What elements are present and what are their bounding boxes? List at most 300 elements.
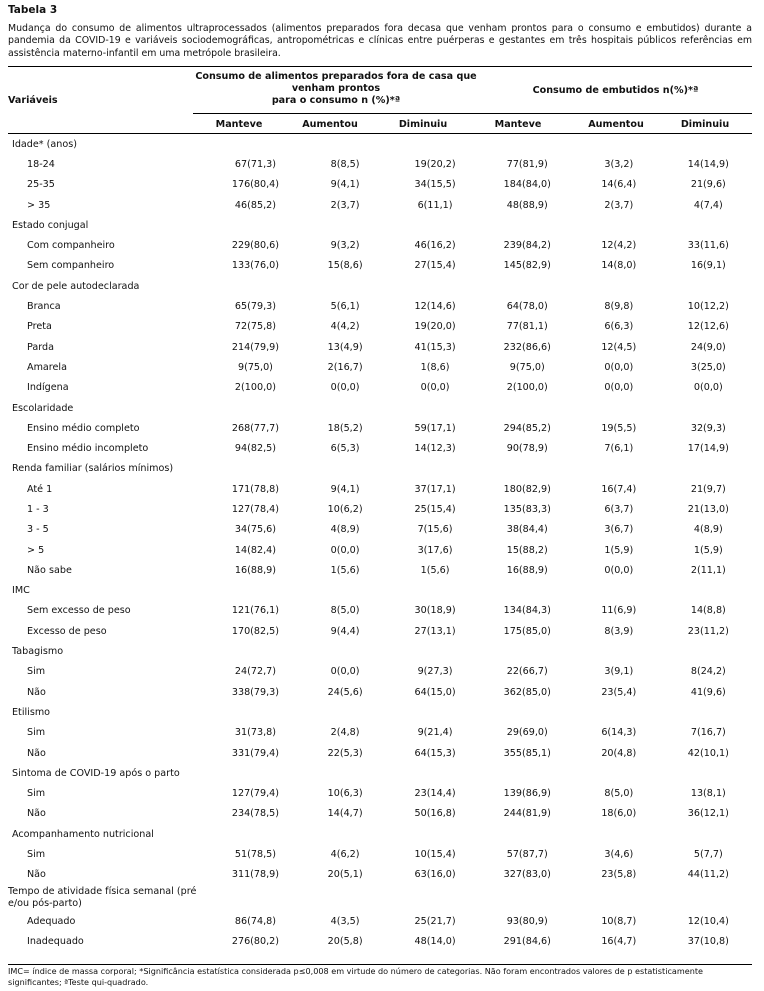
- table-cell: 72(75,8): [234, 321, 276, 333]
- table-row: [8, 337, 752, 357]
- category-label: Escolaridade: [12, 402, 74, 414]
- table-cell: 67(71,3): [234, 158, 276, 170]
- table-cell: 2(4,8): [330, 727, 360, 739]
- table-row: [8, 844, 752, 864]
- empty-cell: [573, 459, 665, 479]
- table-cell: 21(13,0): [687, 503, 729, 515]
- table-cell: 14(4,7): [327, 808, 363, 820]
- empty-cell: [209, 702, 301, 722]
- table-cell: 37(10,8): [687, 935, 729, 947]
- empty-cell: [209, 885, 301, 911]
- table-cell: 9(3,2): [330, 240, 360, 252]
- row-label: Não: [27, 808, 46, 820]
- subheader-manteve-2: Manteve: [494, 119, 542, 130]
- table-cell: 46(85,2): [234, 199, 276, 211]
- category-label: Renda familiar (salários mínimos): [12, 463, 174, 475]
- empty-cell: [482, 134, 573, 154]
- table-cell: 14(6,4): [601, 179, 637, 191]
- subheader-manteve-1: Manteve: [215, 119, 263, 130]
- empty-cell: [389, 398, 482, 418]
- empty-cell: [665, 459, 752, 479]
- empty-cell: [389, 885, 482, 911]
- category-row: [8, 702, 752, 722]
- table-cell: 4(6,2): [330, 849, 360, 861]
- table-cell: 4(7,4): [693, 199, 723, 211]
- table-cell: 46(16,2): [414, 240, 456, 252]
- empty-cell: [482, 215, 573, 235]
- row-label: Não: [27, 747, 46, 759]
- table-cell: 133(76,0): [231, 260, 280, 272]
- table-cell: 94(82,5): [234, 443, 276, 455]
- table-cell: 13(4,9): [327, 341, 363, 353]
- empty-cell: [302, 215, 389, 235]
- table-cell: 291(84,6): [503, 935, 551, 947]
- table-cell: 121(76,1): [231, 605, 280, 617]
- empty-cell: [573, 398, 665, 418]
- table-cell: 214(79,9): [231, 341, 280, 353]
- empty-cell: [573, 702, 665, 722]
- row-label: Sim: [27, 788, 46, 800]
- table-cell: 9(4,1): [330, 483, 360, 495]
- empty-cell: [482, 398, 573, 418]
- table-cell: 14(8,8): [690, 605, 726, 617]
- table-cell: 27(13,1): [414, 625, 456, 637]
- table-cell: 3(17,6): [417, 544, 453, 556]
- table-cell: 19(20,2): [414, 158, 456, 170]
- table-row: [8, 378, 752, 398]
- row-label: Ensino médio completo: [27, 422, 140, 434]
- table-cell: 59(17,1): [414, 422, 456, 434]
- table-cell: 239(84,2): [503, 240, 551, 252]
- table-cell: 34(75,6): [234, 524, 276, 536]
- table-cell: 18(5,2): [327, 422, 363, 434]
- empty-cell: [209, 581, 301, 601]
- table-cell: 12(10,4): [687, 915, 729, 927]
- empty-cell: [209, 459, 301, 479]
- row-label: Adequado: [27, 915, 76, 927]
- group2-header: Consumo de embutidos n(%)*ª: [532, 85, 699, 96]
- category-label: Estado conjugal: [12, 219, 89, 231]
- table-cell: 23(5,8): [601, 869, 637, 881]
- table-cell: 65(79,3): [234, 301, 276, 313]
- table-cell: 294(85,2): [503, 422, 551, 434]
- empty-cell: [389, 763, 482, 783]
- empty-cell: [482, 885, 573, 911]
- table-cell: 355(85,1): [503, 747, 551, 759]
- table-row: [8, 235, 752, 255]
- table-cell: 36(12,1): [687, 808, 729, 820]
- table-cell: 19(20,0): [414, 321, 456, 333]
- table-cell: 0(0,0): [330, 382, 360, 394]
- category-row: [8, 763, 752, 783]
- row-label: Não: [27, 869, 46, 881]
- table-cell: 3(9,1): [604, 666, 634, 678]
- table-cell: 8(5,0): [604, 788, 634, 800]
- table-cell: 139(86,9): [503, 788, 551, 800]
- table-cell: 77(81,1): [506, 321, 548, 333]
- category-label: IMC: [12, 585, 30, 597]
- empty-cell: [209, 824, 301, 844]
- table-cell: 41(15,3): [414, 341, 456, 353]
- category-row: [8, 134, 752, 154]
- table-cell: 21(9,7): [690, 483, 726, 495]
- top-rule: [8, 66, 752, 67]
- table-cell: 3(25,0): [690, 361, 726, 373]
- row-label: Parda: [27, 341, 54, 353]
- table-cell: 42(10,1): [687, 747, 729, 759]
- table-cell: 170(82,5): [231, 625, 280, 637]
- table-cell: 7(6,1): [604, 443, 634, 455]
- empty-cell: [573, 763, 665, 783]
- table-cell: 9(27,3): [417, 666, 453, 678]
- table-cell: 4(8,9): [330, 524, 360, 536]
- table-row: [8, 418, 752, 438]
- table-cell: 3(6,7): [604, 524, 634, 536]
- table-cell: 34(15,5): [414, 179, 456, 191]
- table-cell: 276(80,2): [231, 935, 280, 947]
- table-cell: 1(8,6): [420, 361, 450, 373]
- table-caption: Mudança do consumo de alimentos ultraprocessados (alimentos preparados fora decasa que venham prontos para o consumo e embutidos) durante a pandemia da COVID-19 e variáveis sociodemográficas, antropométricas e clínicas entre puérperas e gestantes em três hospitais públicos referências em assistência materno-infantil em uma metrópole brasileira.: [8, 23, 752, 59]
- table-cell: 8(8,5): [330, 158, 360, 170]
- table-cell: 21(9,6): [690, 179, 726, 191]
- table-cell: 18(6,0): [601, 808, 637, 820]
- table-row: [8, 621, 752, 641]
- table-cell: 145(82,9): [503, 260, 551, 272]
- table-row: [8, 357, 752, 377]
- group1-header-line1: Consumo de alimentos preparados fora de casa que: [195, 71, 477, 82]
- group1-header-line3: para o consumo n (%)*ª: [271, 95, 401, 106]
- table-cell: 9(21,4): [417, 727, 453, 739]
- table-cell: 176(80,4): [231, 179, 280, 191]
- table-cell: 8(5,0): [330, 605, 360, 617]
- empty-cell: [482, 763, 573, 783]
- table-cell: 33(11,6): [687, 240, 729, 252]
- table-cell: 25(15,4): [414, 503, 456, 515]
- table-cell: 184(84,0): [503, 179, 551, 191]
- table-cell: 6(11,1): [417, 199, 453, 211]
- empty-cell: [573, 276, 665, 296]
- row-label: Não sabe: [27, 564, 72, 576]
- table-cell: 3(4,6): [604, 849, 634, 861]
- row-label: Não: [27, 686, 46, 698]
- row-label: 3 - 5: [27, 524, 49, 536]
- table-cell: 1(5,6): [330, 564, 360, 576]
- table-row: [8, 154, 752, 174]
- table-cell: 12(14,6): [414, 301, 456, 313]
- category-label: Sintoma de COVID-19 após o parto: [12, 767, 180, 779]
- empty-cell: [573, 581, 665, 601]
- row-label: Sem excesso de peso: [27, 605, 131, 617]
- table-cell: 2(100,0): [506, 382, 548, 394]
- empty-cell: [389, 702, 482, 722]
- table-cell: 1(5,6): [420, 564, 450, 576]
- table-footnote: IMC= índice de massa corporal; *Significância estatística considerada p≤0,008 em virtude do número de categorias. Não foram encontrados valores de p estatisticamente significantes; ªTeste qui-quadrado.: [8, 966, 704, 987]
- empty-cell: [665, 134, 752, 154]
- table-row: [8, 911, 752, 931]
- table-cell: 6(14,3): [601, 727, 637, 739]
- category-label: Etilismo: [12, 706, 51, 718]
- table-cell: 64(78,0): [506, 301, 548, 313]
- table-cell: 8(24,2): [690, 666, 726, 678]
- table-cell: 9(75,0): [509, 361, 545, 373]
- empty-cell: [665, 276, 752, 296]
- table-row: [8, 865, 752, 885]
- table-cell: 14(12,3): [414, 443, 456, 455]
- row-label: Ensino médio incompleto: [27, 443, 149, 455]
- empty-cell: [389, 581, 482, 601]
- category-label: Acompanhamento nutricional: [12, 828, 154, 840]
- table-cell: 90(78,9): [506, 443, 548, 455]
- table-cell: 4(8,9): [693, 524, 723, 536]
- bottom-rule: [8, 964, 752, 965]
- table-cell: 31(73,8): [234, 727, 276, 739]
- table-row: [8, 499, 752, 519]
- table-cell: 14(14,9): [687, 158, 729, 170]
- category-label: Idade* (anos): [12, 138, 77, 150]
- row-label: > 35: [27, 199, 51, 211]
- category-label: Tabagismo: [12, 646, 64, 658]
- table-cell: 32(9,3): [690, 422, 726, 434]
- row-label: Com companheiro: [27, 240, 115, 252]
- empty-cell: [302, 398, 389, 418]
- table-cell: 16(9,1): [690, 260, 726, 272]
- table-cell: 17(14,9): [687, 443, 729, 455]
- table-cell: 23(14,4): [414, 788, 456, 800]
- row-label: Amarela: [27, 361, 67, 373]
- empty-cell: [389, 134, 482, 154]
- table-cell: 0(0,0): [330, 666, 360, 678]
- table-cell: 23(5,4): [601, 686, 637, 698]
- table-cell: 0(0,0): [604, 564, 634, 576]
- table-row: [8, 723, 752, 743]
- row-label: Sim: [27, 849, 46, 861]
- table-cell: 19(5,5): [601, 422, 637, 434]
- empty-cell: [482, 824, 573, 844]
- empty-cell: [665, 641, 752, 661]
- table-cell: 362(85,0): [503, 686, 551, 698]
- table-cell: 331(79,4): [231, 747, 280, 759]
- table-cell: 15(88,2): [506, 544, 548, 556]
- empty-cell: [482, 459, 573, 479]
- table-row: [8, 601, 752, 621]
- table-cell: 10(15,4): [414, 849, 456, 861]
- table-cell: 6(3,7): [604, 503, 634, 515]
- data-table: [8, 134, 752, 952]
- empty-cell: [665, 763, 752, 783]
- subheader-rule: [193, 113, 752, 114]
- table-cell: 23(11,2): [687, 625, 729, 637]
- table-cell: 8(9,8): [604, 301, 634, 313]
- row-label: 18-24: [27, 158, 55, 170]
- table-cell: 10(6,2): [327, 503, 363, 515]
- table-cell: 9(4,1): [330, 179, 360, 191]
- empty-cell: [389, 459, 482, 479]
- table-cell: 311(78,9): [231, 869, 280, 881]
- empty-cell: [302, 134, 389, 154]
- table-cell: 16(7,4): [601, 483, 637, 495]
- table-cell: 338(79,3): [231, 686, 280, 698]
- empty-cell: [573, 824, 665, 844]
- empty-cell: [482, 276, 573, 296]
- table-row: [8, 317, 752, 337]
- table-cell: 1(5,9): [693, 544, 723, 556]
- table-cell: 10(6,3): [327, 788, 363, 800]
- category-row: [8, 885, 752, 911]
- table-cell: 1(5,9): [604, 544, 634, 556]
- table-cell: 12(12,6): [687, 321, 729, 333]
- table-cell: 0(0,0): [604, 361, 634, 373]
- table-cell: 0(0,0): [420, 382, 450, 394]
- table-cell: 268(77,7): [231, 422, 280, 434]
- empty-cell: [302, 641, 389, 661]
- empty-cell: [302, 276, 389, 296]
- table-cell: 57(87,7): [506, 849, 548, 861]
- table-cell: 14(8,0): [601, 260, 637, 272]
- table-cell: 6(6,3): [604, 321, 634, 333]
- table-cell: 6(5,3): [330, 443, 360, 455]
- table-cell: 16(88,9): [234, 564, 276, 576]
- table-cell: 48(88,9): [506, 199, 548, 211]
- table-cell: 14(82,4): [234, 544, 276, 556]
- subheader-aumentou-2: Aumentou: [588, 119, 644, 130]
- table-cell: 134(84,3): [503, 605, 551, 617]
- table-title: Tabela 3: [8, 4, 58, 16]
- table-cell: 44(11,2): [687, 869, 729, 881]
- empty-cell: [573, 641, 665, 661]
- table-cell: 5(6,1): [330, 301, 360, 313]
- empty-cell: [482, 581, 573, 601]
- table-cell: 2(3,7): [330, 199, 360, 211]
- table-cell: 175(85,0): [503, 625, 551, 637]
- table-cell: 51(78,5): [234, 849, 276, 861]
- table-cell: 180(82,9): [503, 483, 551, 495]
- table-cell: 5(7,7): [693, 849, 723, 861]
- empty-cell: [302, 459, 389, 479]
- empty-cell: [482, 641, 573, 661]
- row-label: Sim: [27, 666, 46, 678]
- row-label: Até 1: [27, 483, 53, 495]
- empty-cell: [209, 215, 301, 235]
- table-cell: 4(4,2): [330, 321, 360, 333]
- group1-header-line2: venham prontos: [291, 83, 381, 94]
- row-label: Sem companheiro: [27, 260, 115, 272]
- subheader-diminuiu-1: Diminuiu: [398, 119, 448, 130]
- category-row: [8, 276, 752, 296]
- category-label: Cor de pele autodeclarada: [12, 280, 140, 292]
- table-row: [8, 256, 752, 276]
- table-cell: 29(69,0): [506, 727, 548, 739]
- table-row: [8, 804, 752, 824]
- row-label: Branca: [27, 301, 61, 313]
- table-cell: 77(81,9): [506, 158, 548, 170]
- table-cell: 7(16,7): [690, 727, 726, 739]
- table-cell: 22(66,7): [506, 666, 548, 678]
- category-label: Tempo de atividade física semanal (pré e/ou pós-parto): [8, 885, 197, 909]
- table-cell: 22(5,3): [327, 747, 363, 759]
- empty-cell: [389, 215, 482, 235]
- table-cell: 9(75,0): [237, 361, 273, 373]
- row-label: > 5: [27, 544, 45, 556]
- table-row: [8, 931, 752, 951]
- table-cell: 20(5,8): [327, 935, 363, 947]
- table-cell: 229(80,6): [231, 240, 280, 252]
- table-cell: 10(8,7): [601, 915, 637, 927]
- table-row: [8, 195, 752, 215]
- table-cell: 232(86,6): [503, 341, 551, 353]
- table-cell: 24(72,7): [234, 666, 276, 678]
- table-cell: 4(3,5): [330, 915, 360, 927]
- table-cell: 234(78,5): [231, 808, 280, 820]
- variables-header: Variáveis: [8, 95, 58, 106]
- table-cell: 20(4,8): [601, 747, 637, 759]
- table-cell: 16(88,9): [506, 564, 548, 576]
- empty-cell: [389, 824, 482, 844]
- table-row: [8, 296, 752, 316]
- category-row: [8, 824, 752, 844]
- empty-cell: [209, 398, 301, 418]
- empty-cell: [665, 824, 752, 844]
- empty-cell: [573, 215, 665, 235]
- empty-cell: [302, 824, 389, 844]
- table-cell: 27(15,4): [414, 260, 456, 272]
- table-cell: 11(6,9): [601, 605, 637, 617]
- row-label: Preta: [27, 321, 52, 333]
- table-row: [8, 662, 752, 682]
- category-row: [8, 398, 752, 418]
- table-body: [8, 134, 752, 952]
- table-cell: 244(81,9): [503, 808, 551, 820]
- table-row: [8, 784, 752, 804]
- table-cell: 25(21,7): [414, 915, 456, 927]
- table-row: [8, 520, 752, 540]
- empty-cell: [209, 276, 301, 296]
- table-cell: 63(16,0): [414, 869, 456, 881]
- table-row: [8, 175, 752, 195]
- empty-cell: [573, 885, 665, 911]
- table-cell: 10(12,2): [687, 301, 729, 313]
- row-label: Sim: [27, 727, 46, 739]
- empty-cell: [302, 885, 389, 911]
- table-cell: 3(3,2): [604, 158, 634, 170]
- empty-cell: [302, 763, 389, 783]
- table-row: [8, 682, 752, 702]
- table-cell: 127(79,4): [231, 788, 280, 800]
- table-cell: 30(18,9): [414, 605, 456, 617]
- table-cell: 24(5,6): [327, 686, 363, 698]
- table-cell: 48(14,0): [414, 935, 456, 947]
- table-cell: 0(0,0): [604, 382, 634, 394]
- table-row: [8, 560, 752, 580]
- empty-cell: [209, 763, 301, 783]
- empty-cell: [209, 134, 301, 154]
- empty-cell: [665, 702, 752, 722]
- table-cell: 12(4,2): [601, 240, 637, 252]
- table-row: [8, 540, 752, 560]
- row-label: 1 - 3: [27, 503, 49, 515]
- table-cell: 135(83,3): [503, 503, 551, 515]
- empty-cell: [302, 702, 389, 722]
- table-cell: 86(74,8): [234, 915, 276, 927]
- subheader-aumentou-1: Aumentou: [302, 119, 358, 130]
- empty-cell: [665, 885, 752, 911]
- category-row: [8, 215, 752, 235]
- category-row: [8, 581, 752, 601]
- row-label: 25-35: [27, 179, 55, 191]
- empty-cell: [665, 215, 752, 235]
- table-cell: 12(4,5): [601, 341, 637, 353]
- empty-cell: [302, 581, 389, 601]
- table-row: [8, 479, 752, 499]
